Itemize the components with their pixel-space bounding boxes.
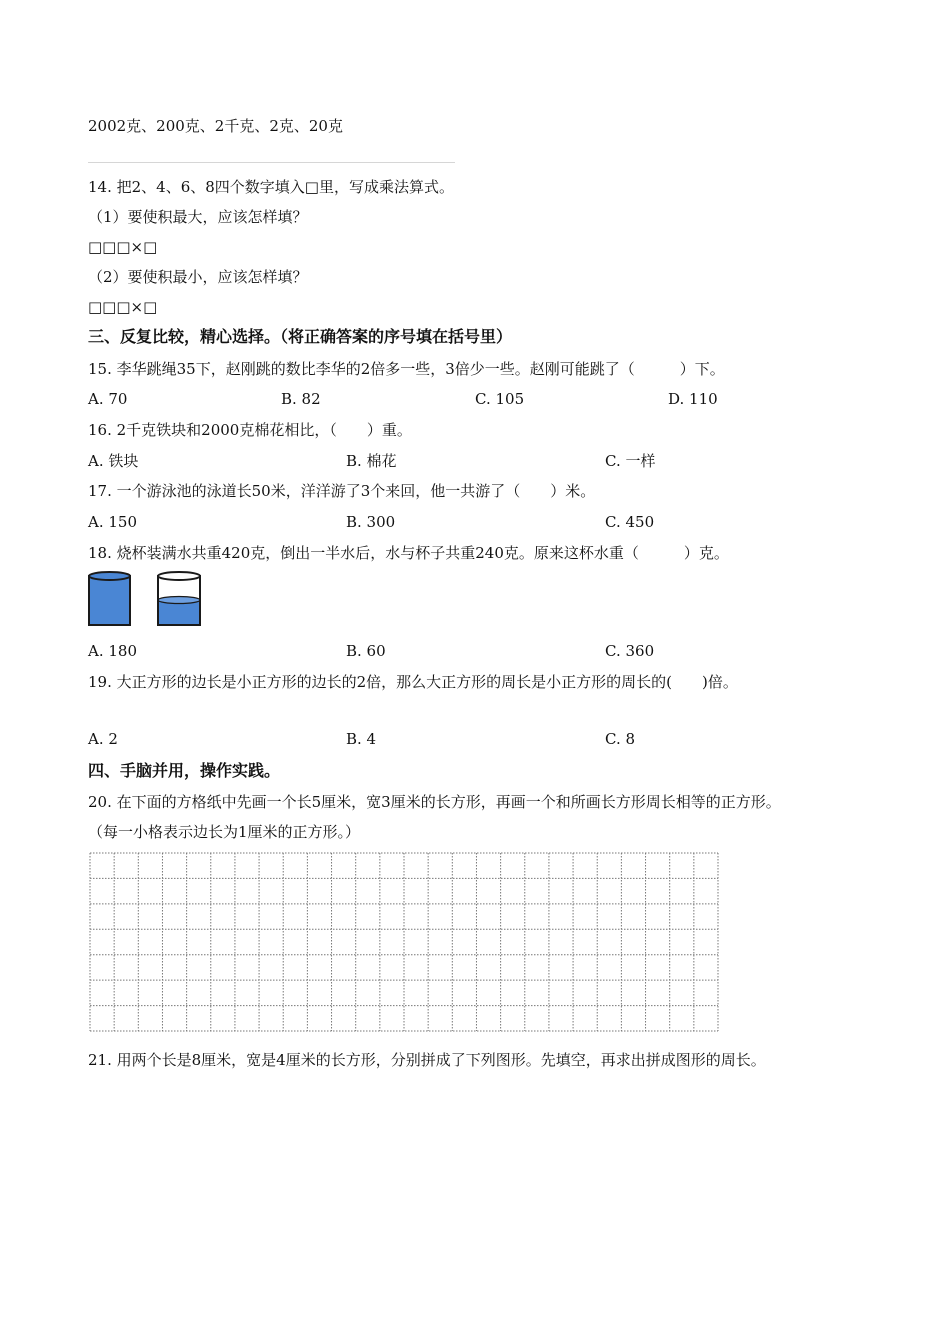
q15-stem: 15. 李华跳绳35下，赵刚跳的数比李华的2倍多一些，3倍少一些。赵刚可能跳了（ ）下。 — [88, 360, 725, 378]
q14-formula2: □□□×□ — [88, 298, 158, 316]
q14-formula1: □□□×□ — [88, 238, 158, 256]
q18-option-c[interactable]: C. 360 — [605, 642, 655, 660]
q17-option-c[interactable]: C. 450 — [605, 513, 655, 531]
q18-option-b[interactable]: B. 60 — [346, 642, 386, 660]
section3-heading: 三、反复比较，精心选择。（将正确答案的序号填在括号里） — [88, 327, 513, 346]
q16-option-a[interactable]: A. 铁块 — [88, 452, 139, 470]
q17-stem: 17. 一个游泳池的泳道长50米，洋洋游了3个来回，他一共游了（ ）米。 — [88, 482, 596, 500]
q19-option-b[interactable]: B. 4 — [346, 730, 377, 748]
q18-stem: 18. 烧杯装满水共重420克，倒出一半水后，水与杯子共重240克。原来这杯水重（ ）克。 — [88, 544, 729, 562]
q15-option-c[interactable]: C. 105 — [475, 390, 525, 408]
q17-option-b[interactable]: B. 300 — [346, 513, 396, 531]
square-grid-paper[interactable] — [89, 852, 719, 1032]
q13-weights-list: 2002克、200克、2千克、2克、20克 — [88, 117, 343, 135]
q19-stem: 19. 大正方形的边长是小正方形的边长的2倍，那么大正方形的周长是小正方形的周长的( )倍。 — [88, 673, 738, 691]
q15-option-a[interactable]: A. 70 — [88, 390, 128, 408]
q14-part2: （2）要使积最小，应该怎样填？ — [88, 268, 308, 286]
q15-option-b[interactable]: B. 82 — [281, 390, 321, 408]
q21-stem: 21. 用两个长是8厘米，宽是4厘米的长方形，分别拼成了下列图形。先填空，再求出拼成图形的周长。 — [88, 1051, 766, 1069]
q16-option-b[interactable]: B. 棉花 — [346, 452, 397, 470]
q14-stem: 14. 把2、4、6、8四个数字填入□里，写成乘法算式。 — [88, 178, 454, 196]
q16-option-c[interactable]: C. 一样 — [605, 452, 656, 470]
q20-note: （每一小格表示边长为1厘米的正方形。） — [88, 823, 361, 841]
q15-option-d[interactable]: D. 110 — [668, 390, 718, 408]
q20-stem: 20. 在下面的方格纸中先画一个长5厘米，宽3厘米的长方形，再画一个和所画长方形周长相等的正方形。 — [88, 793, 781, 811]
half-beaker-icon — [155, 570, 205, 628]
q19-option-c[interactable]: C. 8 — [605, 730, 636, 748]
q19-option-a[interactable]: A. 2 — [88, 730, 118, 748]
separator-line — [88, 162, 455, 163]
full-beaker-icon — [86, 570, 134, 628]
q14-part1: （1）要使积最大，应该怎样填？ — [88, 208, 308, 226]
q16-stem: 16. 2千克铁块和2000克棉花相比，（ ）重。 — [88, 421, 412, 439]
q17-option-a[interactable]: A. 150 — [88, 513, 137, 531]
section4-heading: 四、手脑并用，操作实践。 — [88, 761, 281, 780]
q18-option-a[interactable]: A. 180 — [88, 642, 137, 660]
